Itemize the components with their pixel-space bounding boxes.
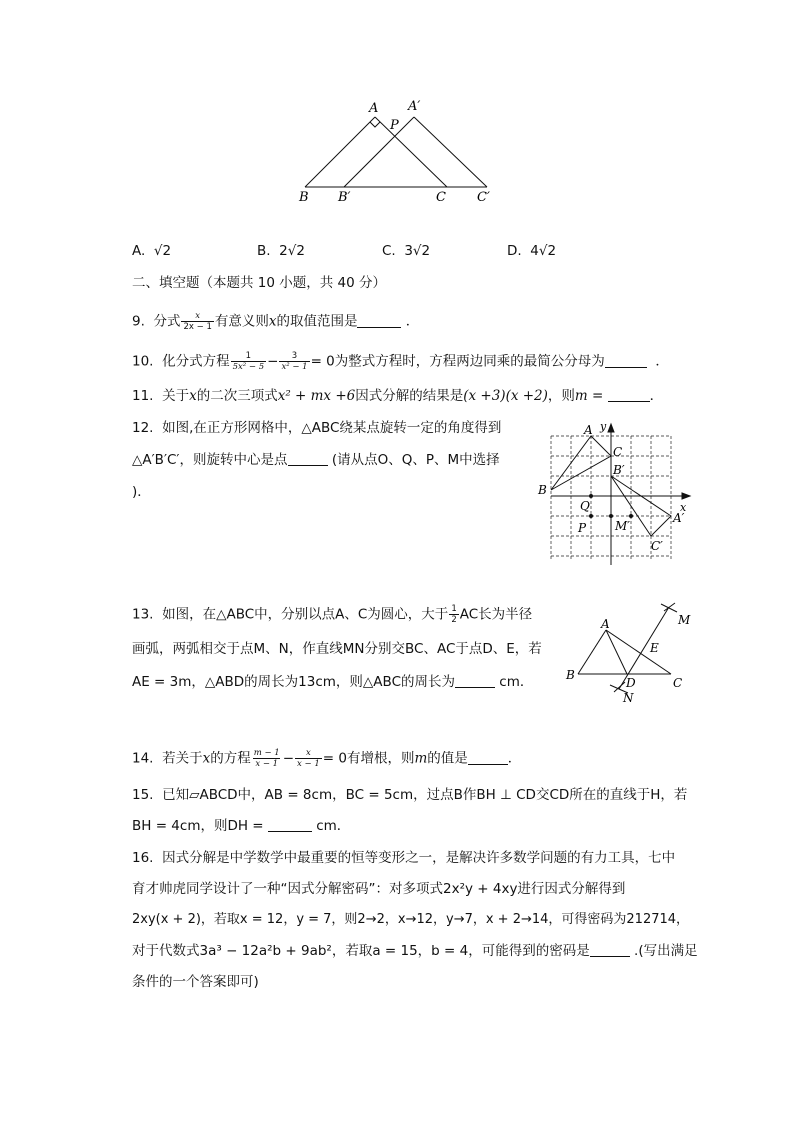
question-15-line-2: BH = 4cm，则DH = cm． [132,818,351,834]
question-10: 10. 化分式方程 $\frac{1}{\text{5x² − 5}}$ − $\frac{3}{\text{x² − 1}}$ = 0为整式方程时，方程两边同乘的最简公分母为 ． [132,351,669,372]
choice-a-value: √2 [153,243,172,259]
label-A: A [601,617,610,631]
label-N: N [623,691,634,705]
label-P: P [578,521,587,535]
q9-answer-blank[interactable] [357,313,401,328]
label-A-prime: A′ [408,99,421,114]
question-13-line-3: AE = 3m，△ABD的周长为13cm，则△ABC的周长为 cm． [132,674,534,690]
label-B: B [538,483,547,497]
label-M: M [678,613,691,627]
question-16-line-2: 育才帅虎同学设计了一种“因式分解密码”：对多项式2x²y + 4xy进行因式分解得到 [132,881,626,897]
label-C: C [436,190,446,205]
segment-BA [578,630,606,674]
perpendicular-bisector-figure [560,598,700,706]
q11-answer-blank[interactable] [608,387,650,402]
label-C-prime: C′ [477,190,490,205]
question-12-line-3: )． [132,484,151,500]
grid-figure [530,418,700,570]
q12-answer-blank[interactable] [288,451,328,466]
label-A-prime: A′ [673,511,685,525]
label-B-prime: B′ [338,190,351,205]
label-B: B [566,668,575,682]
label-A: A [369,101,379,116]
label-Q: Q [580,499,590,513]
label-B-prime: B′ [613,463,625,477]
question-12-line-1: 12. 如图,在正方形网格中，△ABC绕某点旋转一定的角度得到 [132,420,502,436]
label-P: P [390,118,399,133]
segment-A-prime-C-prime [414,117,487,187]
choice-d[interactable]: D. 4√2 [507,243,557,259]
question-15-line-1: 15. 已知▱ABCD中，AB = 8cm，BC = 5cm，过点B作BH ⊥ CD交CD所在的直线于H，若 [132,787,688,803]
q13-answer-blank[interactable] [455,673,495,688]
question-16-line-3: 2xy(x + 2)，若取x = 12，y = 7，则2→2，x→12，y→7，x + 2→14，可得密码为212714， [132,912,690,927]
question-13-line-1: 13. 如图，在△ABC中，分别以点A、C为圆心，大于 $\frac{1}{2}$ AC长为半径 [132,604,533,625]
triangle-ABC [551,436,611,490]
label-C: C [673,676,683,690]
label-C-prime: C′ [651,539,663,553]
question-16-line-5: 条件的一个答案即可) [132,974,259,990]
choice-b[interactable]: B. 2√2 [257,243,305,259]
arc-M [661,603,677,612]
segment-B-prime-A-prime [344,117,414,187]
label-C: C [613,445,623,459]
x-axis-arrow [682,493,690,499]
choice-b-value: 2√2 [279,243,305,259]
label-D: D [626,676,636,690]
question-13-line-2: 画弧，两弧相交于点M、N，作直线MN分别交BC、AC于点D、E，若 [132,641,542,657]
segment-AC [606,630,671,674]
q10-answer-blank[interactable] [605,353,647,368]
choice-c-value: 3√2 [404,243,431,259]
q15-answer-blank[interactable] [268,817,312,832]
label-y: y [600,420,607,433]
label-B: B [299,190,309,205]
segment-BA [305,117,375,187]
section-title: 二、填空题（本题共 10 小题，共 40 分） [132,275,387,291]
question-16-line-4: 对于代数式3a³ − 12a²b + 9ab²，若取a = 15，b = 4，可能得到的密码是 .(写出满足 [132,943,698,959]
label-M-prime: M′ [615,519,631,533]
q9-fraction: $\frac{x}{2x - 1}$ [183,311,212,332]
question-14: 14. 若关于x的方程 $\frac{m - 1}{x - 1}$ − $\frac{x}{x - 1}$ = 0有增根，则m的值是 ． [132,748,522,769]
question-11: 11. 关于x的二次三项式x² + mx +6因式分解的结果是(x +3)(x +2)，则m = ． [132,388,664,404]
q16-answer-blank[interactable] [590,942,630,957]
label-A: A [584,423,593,437]
triangle-figure [290,95,510,207]
q14-answer-blank[interactable] [468,750,508,765]
y-axis-arrow [608,424,614,432]
choice-d-value: 4√2 [530,243,557,259]
choice-a[interactable]: A. √2 [132,243,172,259]
question-16-line-1: 16. 因式分解是中学数学中最重要的恒等变形之一，是解决许多数学问题的有力工具，七中 [132,850,676,866]
question-12-line-2: △A′B′C′，则旋转中心是点 (请从点O、Q、P、M中选择 [132,452,500,468]
label-x: x [680,501,687,514]
right-angle-mark [370,122,380,127]
label-E: E [650,641,659,655]
question-9: 9. 分式 $\frac{x}{2x - 1}$ 有意义则x的取值范围是 ． [132,311,420,332]
choice-c[interactable]: C. 3√2 [382,243,431,259]
segment-AC [375,117,447,187]
